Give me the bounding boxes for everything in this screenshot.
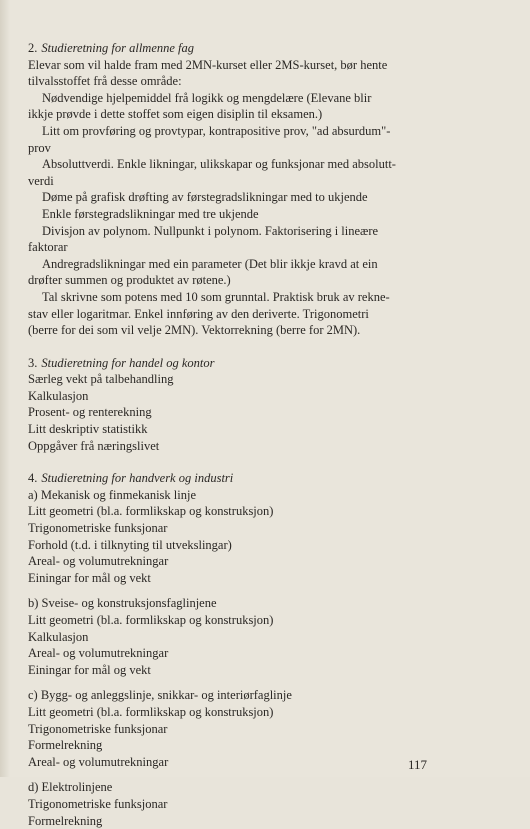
text-line: Trigonometriske funksjonar: [28, 796, 168, 811]
text-line: Prosent- og renterekning: [28, 405, 152, 420]
text-line: Enkle førstegradslikningar med tre ukjende: [42, 206, 259, 221]
text-line: Kalkulasjon: [28, 629, 89, 644]
text-line: Litt om provføring og provtypar, kontrapositive prov, "ad absurdum"-: [42, 123, 391, 138]
section-heading: [28, 355, 458, 372]
text-line: Elevar som vil halde fram med 2MN-kurset eller 2MS-kurset, bør hente: [28, 57, 388, 72]
section-heading: [28, 470, 458, 487]
text-line: Einingar for mål og vekt: [28, 570, 151, 585]
text-line: Divisjon av polynom. Nullpunkt i polynom. Faktorisering i lineære: [42, 223, 379, 238]
text-line: Kalkulasjon: [28, 388, 89, 403]
text-line: drøfter summen og produktet av røtene.): [28, 273, 231, 288]
subsection-heading: b) Sveise- og konstruksjonsfaglinjene: [28, 596, 217, 611]
text-line: Tal skrivne som potens med 10 som grunntal. Praktisk bruk av rekne-: [42, 289, 390, 304]
subsection-gap: [28, 770, 458, 779]
text-line: Formelrekning: [28, 738, 103, 753]
text-line: ikkje prøvde i dette stoffet som eigen disiplin til eksamen.): [28, 107, 323, 122]
text-line: Særleg vekt på talbehandling: [28, 372, 174, 387]
text-line: (berre for dei som vil velje 2MN). Vektorrekning (berre for 2MN).: [28, 323, 361, 338]
text-line: Absoluttverdi. Enkle likningar, ulikskapar og funksjonar med absolutt-: [42, 157, 396, 172]
section-title: Studieretning for allmenne fag: [41, 41, 195, 55]
section-title: Studieretning for handel og kontor: [41, 355, 215, 370]
section-number: 2.: [28, 41, 38, 55]
text-line: Litt geometri (bl.a. formlikskap og konstruksjon): [28, 704, 274, 719]
text-column: [28, 40, 458, 829]
page-number: 117: [408, 757, 428, 772]
text-line: stav eller logaritmar. Enkel innføring av den deriverte. Trigonometri: [28, 306, 369, 321]
section-title: Studieretning for handverk og industri: [41, 471, 234, 486]
text-line: prov: [28, 140, 51, 155]
spine-shadow: [0, 0, 10, 777]
text-line: Areal- og volumutrekningar: [28, 554, 169, 569]
text-line: Oppgåver frå næringslivet: [28, 438, 160, 453]
subsection-heading: a) Mekanisk og finmekanisk linje: [28, 487, 197, 502]
subsection-heading: c) Bygg- og anleggslinje, snikkar- og interiørfaglinje: [28, 688, 292, 703]
text-line: Areal- og volumutrekningar: [28, 646, 169, 661]
text-line: Andregradslikningar med ein parameter (Det blir ikkje kravd at ein: [42, 256, 378, 271]
section-heading: [28, 40, 458, 57]
text-line: Formelrekning: [28, 813, 103, 828]
text-line: Trigonometriske funksjonar: [28, 721, 168, 736]
text-line: Trigonometriske funksjonar: [28, 521, 168, 536]
section-gap: [28, 339, 458, 355]
subsection-gap: [28, 586, 458, 595]
section-number: 4.: [28, 471, 38, 486]
subsection-heading: d) Elektrolinjene: [28, 780, 113, 795]
text-line: Forhold (t.d. i tilknyting til utvekslingar): [28, 537, 232, 552]
text-line: verdi: [28, 173, 54, 188]
text-line: Døme på grafisk drøfting av førstegradslikningar med to ukjende: [42, 190, 368, 205]
text-line: Areal- og volumutrekningar: [28, 754, 169, 769]
text-line: Litt geometri (bl.a. formlikskap og konstruksjon): [28, 613, 274, 627]
section-number: 3.: [28, 355, 38, 370]
text-line: Nødvendige hjelpemiddel frå logikk og mengdelære (Elevane blir: [42, 90, 372, 105]
text-line: Litt deskriptiv statistikk: [28, 422, 148, 437]
section-gap: [28, 454, 458, 470]
text-line: Litt geometri (bl.a. formlikskap og konstruksjon): [28, 504, 274, 519]
text-line: tilvalsstoffet frå desse område:: [28, 74, 182, 89]
subsection-gap: [28, 678, 458, 687]
text-line: faktorar: [28, 240, 68, 255]
text-line: Einingar for mål og vekt: [28, 662, 151, 677]
